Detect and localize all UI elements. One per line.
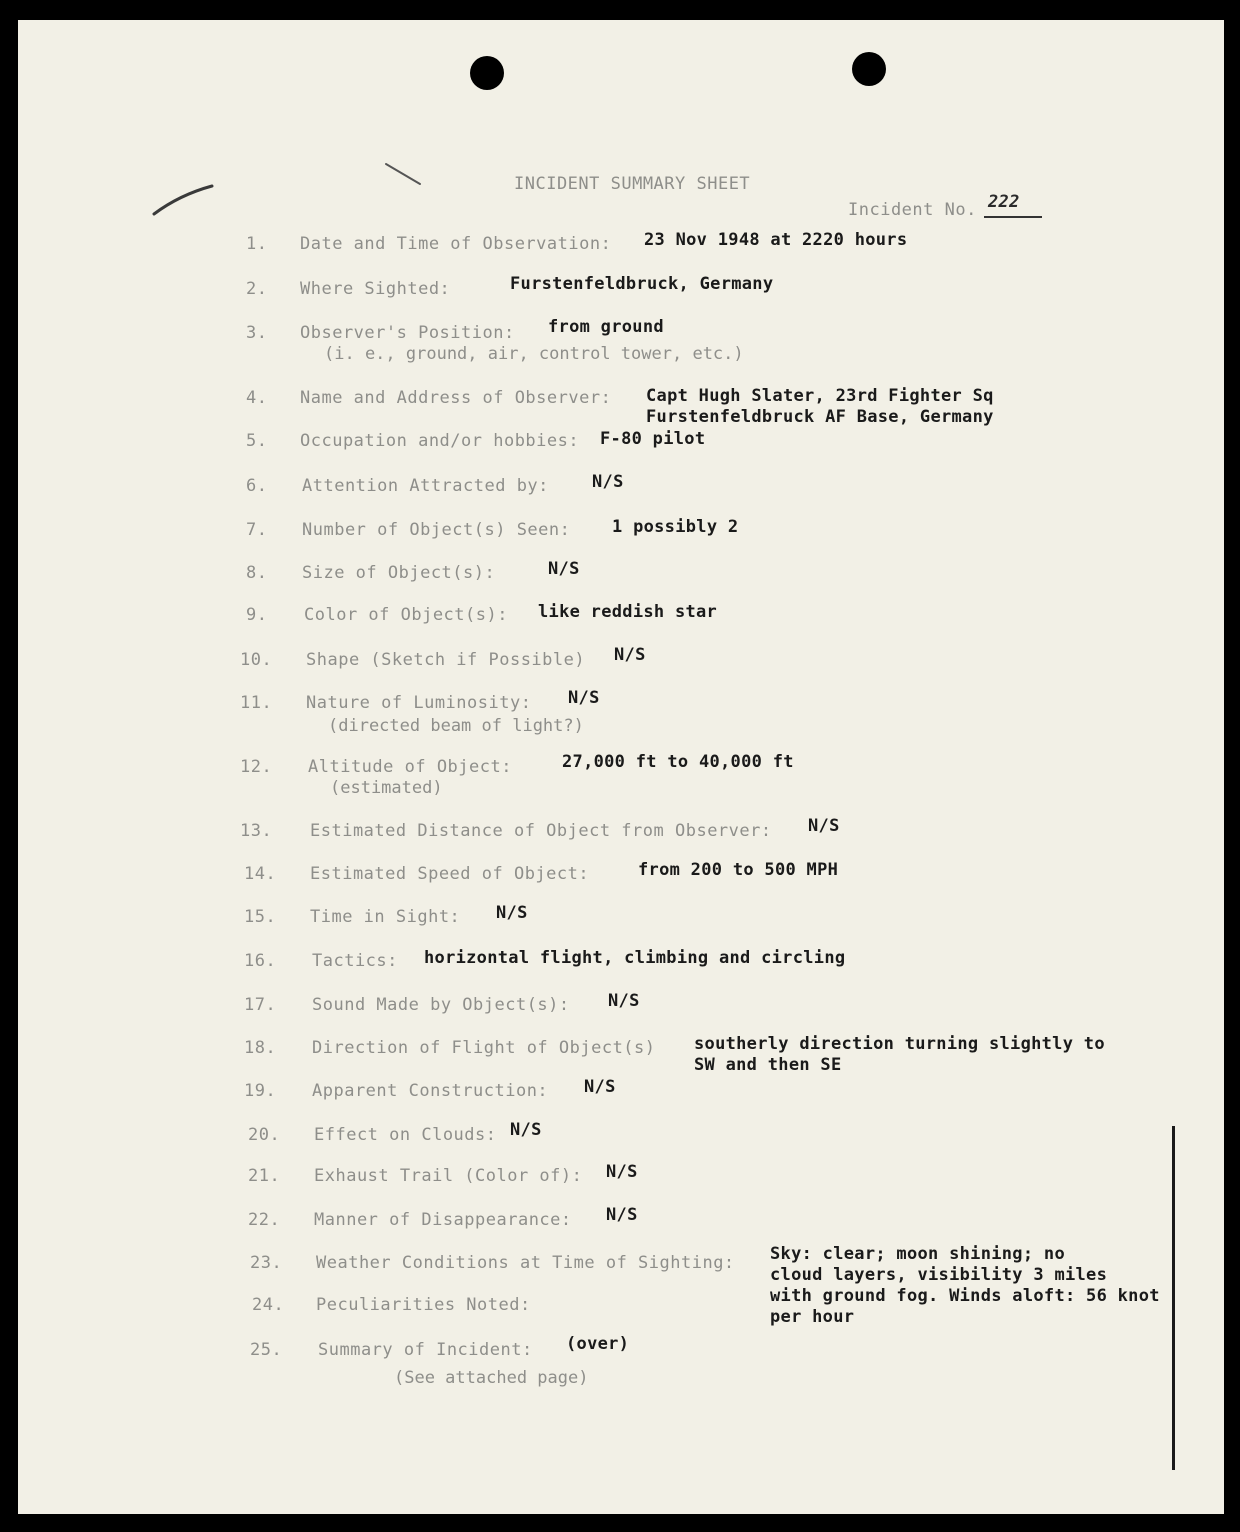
- item-18-number: 18.: [244, 1038, 277, 1058]
- pen-stroke-mark: [150, 180, 220, 220]
- item-21-value: N/S: [606, 1162, 638, 1182]
- item-11-label: Nature of Luminosity:: [306, 693, 532, 713]
- item-18-label: Direction of Flight of Object(s): [312, 1038, 656, 1058]
- item-15-label: Time in Sight:: [310, 907, 461, 927]
- item-20-label: Effect on Clouds:: [314, 1125, 497, 1145]
- item-14-label: Estimated Speed of Object:: [310, 864, 590, 884]
- item-2-label: Where Sighted:: [300, 279, 451, 299]
- item-20-number: 20.: [248, 1125, 281, 1145]
- item-16-label: Tactics:: [312, 951, 398, 971]
- item-13-value: N/S: [808, 816, 840, 836]
- item-2-number: 2.: [246, 279, 268, 299]
- item-18-value: southerly direction turning slightly to SW and then SE: [694, 1034, 1105, 1075]
- item-1-value: 23 Nov 1948 at 2220 hours: [644, 230, 908, 250]
- item-13-label: Estimated Distance of Object from Observer:: [310, 821, 772, 841]
- item-17-value: N/S: [608, 991, 640, 1011]
- item-15-value: N/S: [496, 903, 528, 923]
- punch-hole-right: [852, 52, 886, 86]
- item-9-value: like reddish star: [538, 602, 718, 622]
- item-3-number: 3.: [246, 323, 268, 343]
- item-2-value: Furstenfeldbruck, Germany: [510, 274, 774, 294]
- item-6-number: 6.: [246, 476, 268, 496]
- item-11-subtext: (directed beam of light?): [328, 716, 584, 736]
- item-25-number: 25.: [250, 1340, 283, 1360]
- item-25-subtext: (See attached page): [394, 1368, 589, 1388]
- item-11-value: N/S: [568, 688, 600, 708]
- item-23-value: Sky: clear; moon shining; no cloud layers, visibility 3 miles with ground fog. Winds aloft: 56 knot per hour: [770, 1244, 1160, 1327]
- item-10-number: 10.: [240, 650, 273, 670]
- margin-ink-line: [1172, 1126, 1175, 1470]
- item-10-value: N/S: [614, 645, 646, 665]
- item-21-label: Exhaust Trail (Color of):: [314, 1166, 583, 1186]
- item-19-value: N/S: [584, 1077, 616, 1097]
- item-25-value: (over): [566, 1334, 630, 1354]
- item-3-value: from ground: [548, 317, 664, 337]
- item-12-number: 12.: [240, 757, 273, 777]
- item-7-value: 1 possibly 2: [612, 517, 739, 537]
- item-19-label: Apparent Construction:: [312, 1081, 549, 1101]
- item-17-label: Sound Made by Object(s):: [312, 995, 570, 1015]
- incident-number-underline: [984, 216, 1042, 218]
- item-7-label: Number of Object(s) Seen:: [302, 520, 571, 540]
- item-16-value: horizontal flight, climbing and circling: [424, 948, 846, 968]
- item-10-label: Shape (Sketch if Possible): [306, 650, 586, 670]
- item-4-value: Capt Hugh Slater, 23rd Fighter Sq Furstenfeldbruck AF Base, Germany: [646, 386, 994, 427]
- item-19-number: 19.: [244, 1081, 277, 1101]
- item-8-value: N/S: [548, 559, 580, 579]
- item-4-label: Name and Address of Observer:: [300, 388, 612, 408]
- item-6-value: N/S: [592, 472, 624, 492]
- item-23-number: 23.: [250, 1253, 283, 1273]
- item-8-number: 8.: [246, 563, 268, 583]
- item-1-label: Date and Time of Observation:: [300, 234, 612, 254]
- item-23-label: Weather Conditions at Time of Sighting:: [316, 1253, 735, 1273]
- item-22-value: N/S: [606, 1205, 638, 1225]
- item-24-label: Peculiarities Noted:: [316, 1295, 531, 1315]
- item-15-number: 15.: [244, 907, 277, 927]
- item-14-value: from 200 to 500 MPH: [638, 860, 839, 880]
- item-7-number: 7.: [246, 520, 268, 540]
- item-20-value: N/S: [510, 1120, 542, 1140]
- item-1-number: 1.: [246, 234, 268, 254]
- item-22-label: Manner of Disappearance:: [314, 1210, 572, 1230]
- incident-number-label: Incident No.: [848, 200, 977, 220]
- item-14-number: 14.: [244, 864, 277, 884]
- item-4-number: 4.: [246, 388, 268, 408]
- item-13-number: 13.: [240, 821, 273, 841]
- item-16-number: 16.: [244, 951, 277, 971]
- item-12-value: 27,000 ft to 40,000 ft: [562, 752, 794, 772]
- item-8-label: Size of Object(s):: [302, 563, 496, 583]
- item-3-label: Observer's Position:: [300, 323, 515, 343]
- item-6-label: Attention Attracted by:: [302, 476, 549, 496]
- item-22-number: 22.: [248, 1210, 281, 1230]
- item-24-number: 24.: [252, 1295, 285, 1315]
- incident-number: 222: [988, 192, 1020, 212]
- item-25-label: Summary of Incident:: [318, 1340, 533, 1360]
- item-21-number: 21.: [248, 1166, 281, 1186]
- item-5-number: 5.: [246, 431, 268, 451]
- punch-hole-left: [470, 56, 504, 90]
- item-9-label: Color of Object(s):: [304, 605, 508, 625]
- pencil-tick-mark: [380, 160, 430, 190]
- item-5-label: Occupation and/or hobbies:: [300, 431, 580, 451]
- item-3-subtext: (i. e., ground, air, control tower, etc.): [324, 344, 744, 364]
- item-12-subtext: (estimated): [330, 778, 443, 798]
- item-17-number: 17.: [244, 995, 277, 1015]
- item-12-label: Altitude of Object:: [308, 757, 512, 777]
- item-5-value: F-80 pilot: [600, 429, 706, 449]
- document-title: INCIDENT SUMMARY SHEET: [514, 174, 751, 194]
- item-9-number: 9.: [246, 605, 268, 625]
- item-11-number: 11.: [240, 693, 273, 713]
